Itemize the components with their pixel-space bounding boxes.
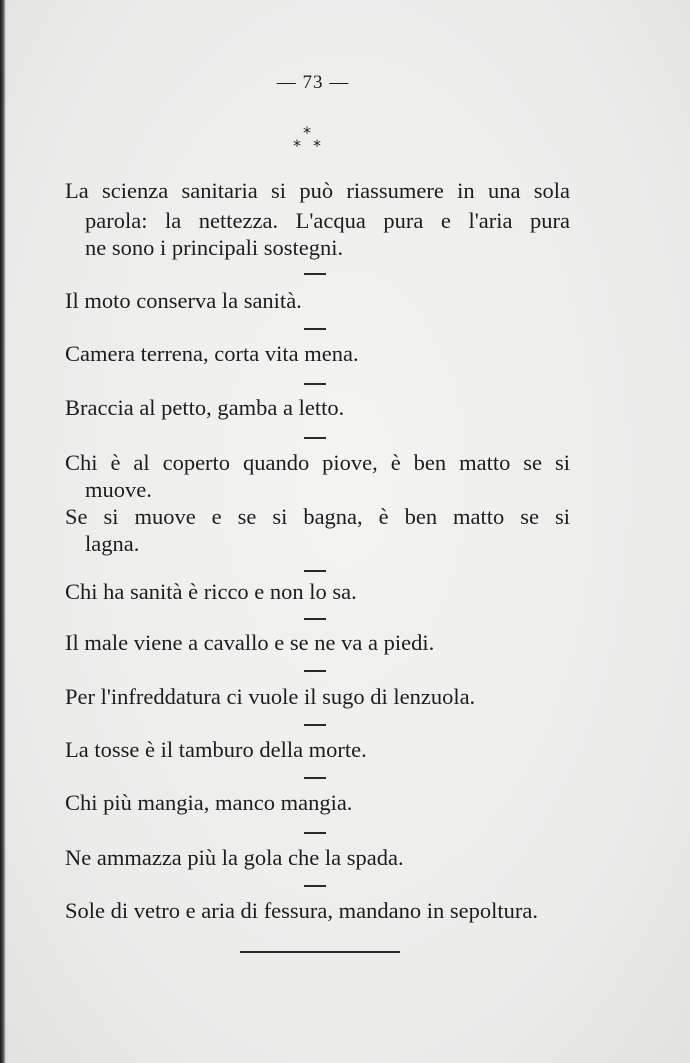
- separator-dash: [304, 570, 326, 572]
- proverb-line: La scienza sanitaria si può riassumere in una sola: [65, 178, 570, 203]
- proverb-line: Se si muove e se si bagna, è ben matto se si: [65, 504, 570, 529]
- asterisk-icon: *: [293, 136, 301, 155]
- proverb-line: Chi è al coperto quando piove, è ben matto se si: [65, 450, 570, 475]
- separator-dash: [304, 618, 326, 620]
- separator-dash: [304, 832, 326, 834]
- separator-dash: [304, 273, 326, 275]
- proverb-line: Chi più mangia, manco mangia.: [65, 790, 353, 815]
- proverb-line: Il male viene a cavallo e se ne va a piedi.: [65, 630, 435, 655]
- proverb-line: ne sono i principali sostegni.: [85, 235, 344, 260]
- proverb-line: Braccia al petto, gamba a letto.: [65, 395, 345, 420]
- proverb-line: Chi ha sanità è ricco e non lo sa.: [65, 579, 357, 604]
- separator-dash: [304, 437, 326, 439]
- proverb-line: Ne ammazza più la gola che la spada.: [65, 845, 404, 870]
- proverb-line: parola: la nettezza. L'acqua pura e l'aria pura: [85, 208, 570, 233]
- proverb-line: lagna.: [85, 531, 140, 556]
- separator-dash: [304, 885, 326, 887]
- page-number: — 73 —: [276, 72, 350, 93]
- asterisk-icon: *: [303, 123, 311, 142]
- proverb-line: Sole di vetro e aria di fessura, mandano in sepoltura.: [65, 898, 538, 923]
- proverb-line: Per l'infreddatura ci vuole il sugo di lenzuola.: [65, 684, 476, 709]
- separator-dash: [304, 724, 326, 726]
- end-rule: [240, 951, 400, 953]
- proverb-line: Il moto conserva la sanità.: [65, 288, 302, 313]
- asterisk-icon: *: [313, 136, 321, 155]
- separator-dash: [304, 383, 326, 385]
- proverb-line: La tosse è il tamburo della morte.: [65, 737, 367, 762]
- separator-dash: [304, 777, 326, 779]
- separator-dash: [304, 670, 326, 672]
- proverb-line: Camera terrena, corta vita mena.: [65, 341, 359, 366]
- separator-dash: [304, 328, 326, 330]
- proverb-line: muove.: [85, 477, 152, 502]
